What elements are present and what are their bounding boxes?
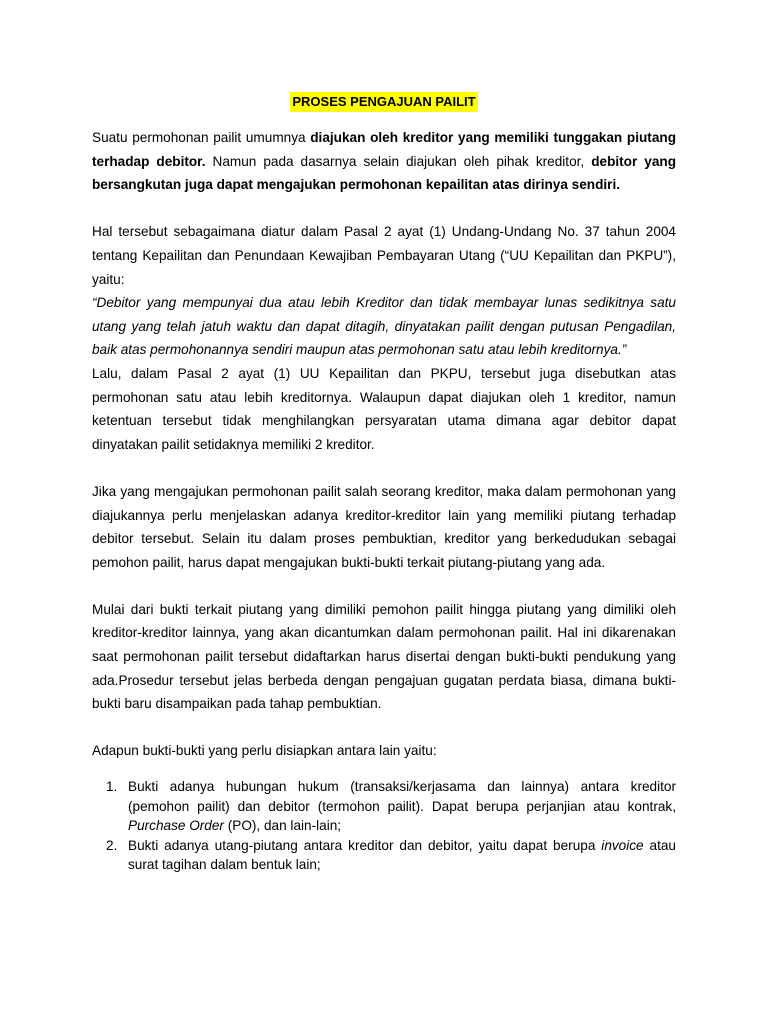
list-item-italic: Purchase Order bbox=[128, 818, 224, 834]
list-item-text-end: atau surat tagihan dalam bentuk lain; bbox=[128, 837, 676, 873]
legal-quote: “Debitor yang mempunyai dua atau lebih Kreditor dan tidak membayar lunas sedikitnya satu utang yang telah jatuh waktu dan dapat ditagih, dinyatakan pailit dengan putusan Pengadilan, baik atas permohonannya sendiri maupun atas permohonan satu atau lebih kreditornya.” bbox=[92, 295, 676, 358]
paragraph-article-explanation: Lalu, dalam Pasal 2 ayat (1) UU Kepailitan dan PKPU, tersebut juga disebutkan atas permohonan satu atau lebih kreditornya. Walaupun dapat diajukan oleh 1 kreditor, namun ketentuan tersebut tidak menghilangkan persyaratan utama dimana agar debitor dapat dinyatakan pailit setidaknya memiliki 2 kreditor. bbox=[92, 365, 676, 452]
intro-text-1: Suatu permohonan pailit umumnya bbox=[92, 130, 311, 145]
paragraph-evidence: Mulai dari bukti terkait piutang yang dimiliki pemohon pailit hingga piutang yang dimiliki oleh kreditor-kreditor lainnya, yang akan dicantumkan dalam permohonan pailit. Hal ini dikarenakan saat permohonan pailit tersebut didaftarkan harus disertai dengan bukti-bukti pendukung yang ada.Prosedur tersebut jelas berbeda dengan pengajuan gugatan perdata biasa, dimana bukti-bukti baru disampaikan pada tahap pembuktian. bbox=[92, 601, 676, 712]
list-item bbox=[92, 836, 676, 875]
list-item-text: Bukti adanya hubungan hukum (transaksi/kerjasama dan lainnya) antara kreditor (pemohon pailit) dan debitor (termohon pailit). Dapat berupa perjanjian atau kontrak, bbox=[128, 779, 676, 814]
document-title: PROSES PENGAJUAN PAILIT bbox=[290, 92, 477, 112]
paragraph-intro bbox=[92, 126, 676, 197]
intro-bold-1: diajukan oleh kreditor yang memiliki tunggakan piutang terhadap debitor. bbox=[92, 130, 677, 169]
paragraph-evidence-intro: Adapun bukti-bukti yang perlu disiapkan antara lain yaitu: bbox=[92, 743, 437, 759]
list-item bbox=[92, 777, 676, 836]
title-container bbox=[0, 92, 768, 112]
list-item-italic: invoice bbox=[601, 837, 644, 853]
intro-bold-2: debitor yang bersangkutan juga dapat mengajukan permohonan kepailitan atas dirinya sendiri. bbox=[92, 153, 676, 193]
list-item-text: Bukti adanya utang-piutang antara kreditor dan debitor, yaitu dapat berupa bbox=[128, 837, 602, 853]
evidence-list bbox=[92, 777, 676, 875]
list-item-text-end: (PO), dan lain-lain; bbox=[223, 818, 342, 834]
paragraph-legal-basis: Hal tersebut sebagaimana diatur dalam Pasal 2 ayat (1) Undang-Undang No. 37 tahun 2004 tentang Kepailitan dan Penundaan Kewajiban Pembayaran Utang (“UU Kepailitan dan PKPU”), yaitu: bbox=[92, 224, 676, 287]
list-item-number: 1. bbox=[106, 779, 118, 795]
document-body bbox=[92, 126, 676, 875]
list-item-number: 2. bbox=[106, 837, 118, 853]
paragraph-creditor-petition: Jika yang mengajukan permohonan pailit salah seorang kreditor, maka dalam permohonan yang diajukannya perlu menjelaskan adanya kreditor-kreditor lain yang memiliki piutang terhadap debitor tersebut. Selain itu dalam proses pembuktian, kreditor yang berkedudukan sebagai pemohon pailit, harus dapat mengajukan bukti-bukti terkait piutang-piutang yang ada. bbox=[92, 483, 676, 570]
intro-text-2: Namun pada dasarnya selain diajukan oleh pihak kreditor, bbox=[205, 153, 592, 169]
